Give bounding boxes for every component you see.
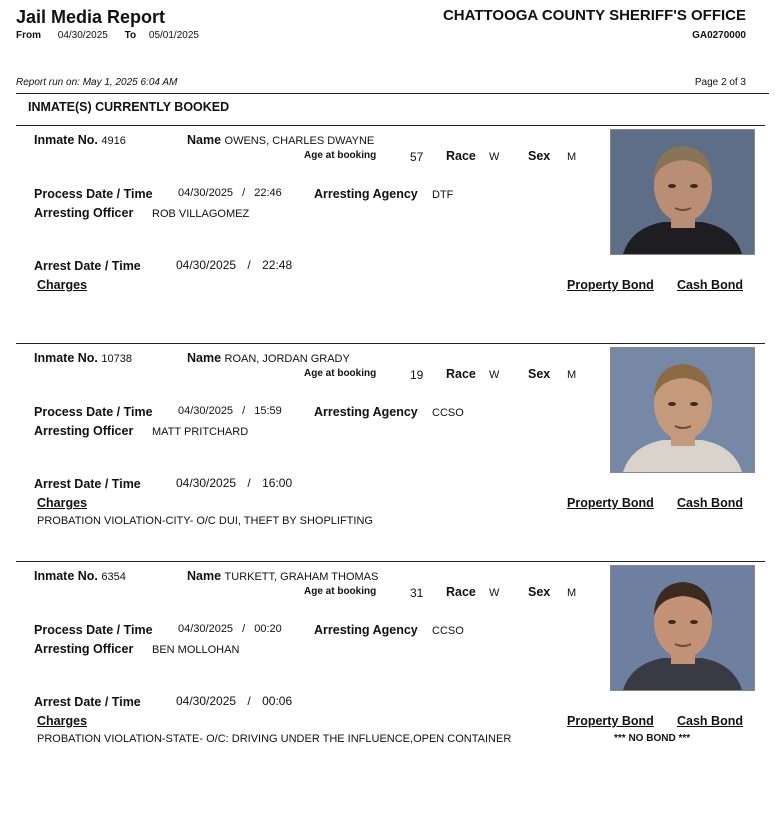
section-title: INMATE(S) CURRENTLY BOOKED: [28, 100, 230, 114]
report-run-on: Report run on: May 1, 2025 6:04 AM: [16, 77, 178, 88]
arresting-agency-label: Arresting Agency: [314, 405, 418, 419]
arresting-agency-label: Arresting Agency: [314, 187, 418, 201]
date-range: [16, 30, 199, 41]
name-label: Name OWENS, CHARLES DWAYNE: [187, 133, 375, 147]
inmate-no-label: Inmate No. 6354: [34, 569, 126, 583]
page-number: Page 2 of 3: [694, 77, 746, 88]
bond-note: *** NO BOND ***: [614, 733, 691, 744]
header-divider: [16, 93, 769, 94]
arresting-officer-label: Arresting Officer: [34, 642, 134, 656]
sex-label: Sex: [528, 585, 551, 599]
sex-label: Sex: [528, 149, 551, 163]
property-bond-label: Property Bond: [567, 496, 654, 510]
race-label: Race: [446, 149, 476, 163]
arrest-datetime: 04/30/2025 / 16:00: [176, 476, 293, 490]
inmate-name: TURKETT, GRAHAM THOMAS: [224, 571, 379, 583]
name-label: Name TURKETT, GRAHAM THOMAS: [187, 569, 379, 583]
arresting-agency-value: CCSO: [432, 407, 464, 419]
charges-label: Charges: [37, 496, 88, 510]
race-value: W: [489, 587, 500, 599]
charges-label: Charges: [37, 714, 88, 728]
to-label: To: [124, 30, 137, 41]
inmate-name: OWENS, CHARLES DWAYNE: [224, 135, 375, 147]
inmate-no-label: Inmate No. 10738: [34, 351, 132, 365]
arrest-label: Arrest Date / Time: [34, 259, 141, 273]
arresting-officer-label: Arresting Officer: [34, 206, 134, 220]
arrest-datetime: 04/30/2025 / 00:06: [176, 694, 293, 708]
process-label: Process Date / Time: [34, 405, 153, 419]
inmate-record: [0, 562, 775, 780]
race-label: Race: [446, 367, 476, 381]
agency-name: CHATTOOGA COUNTY SHERIFF'S OFFICE: [442, 7, 746, 24]
sex-value: M: [567, 369, 577, 381]
inmate-name: ROAN, JORDAN GRADY: [224, 353, 350, 365]
age-value: 31: [410, 586, 424, 600]
inmate-photo: [610, 347, 755, 473]
property-bond-label: Property Bond: [567, 278, 654, 292]
charges-label: Charges: [37, 278, 88, 292]
inmate-photo: [610, 129, 755, 255]
race-label: Race: [446, 585, 476, 599]
arresting-officer-label: Arresting Officer: [34, 424, 134, 438]
cash-bond-label: Cash Bond: [677, 278, 743, 292]
age-value: 57: [410, 150, 424, 164]
inmate-no-value: 4916: [101, 135, 126, 147]
arresting-agency-label: Arresting Agency: [314, 623, 418, 637]
charges-text: PROBATION VIOLATION-CITY- O/C DUI, THEFT BY SHOPLIFTING: [37, 515, 373, 527]
charges-text: PROBATION VIOLATION-STATE- O/C: DRIVING UNDER THE INFLUENCE,OPEN CONTAINER: [37, 733, 512, 745]
inmate-record: [0, 344, 775, 562]
sex-value: M: [567, 587, 577, 599]
process-datetime: 04/30/2025 / 00:20: [178, 623, 282, 635]
from-date: 04/30/2025: [57, 30, 108, 41]
arresting-agency-value: CCSO: [432, 625, 464, 637]
cash-bond-label: Cash Bond: [677, 714, 743, 728]
arresting-officer-value: BEN MOLLOHAN: [152, 644, 240, 656]
process-label: Process Date / Time: [34, 187, 153, 201]
age-label: Age at booking: [304, 150, 377, 161]
sex-value: M: [567, 151, 577, 163]
race-value: W: [489, 151, 500, 163]
race-value: W: [489, 369, 500, 381]
age-label: Age at booking: [304, 368, 377, 379]
sex-label: Sex: [528, 367, 551, 381]
report-title: Jail Media Report: [16, 7, 166, 27]
property-bond-label: Property Bond: [567, 714, 654, 728]
inmate-no-value: 6354: [101, 571, 126, 583]
arrest-datetime: 04/30/2025 / 22:48: [176, 258, 293, 272]
name-label: Name ROAN, JORDAN GRADY: [187, 351, 350, 365]
age-value: 19: [410, 368, 424, 382]
arresting-officer-value: MATT PRITCHARD: [152, 426, 249, 438]
agency-code: GA0270000: [692, 30, 746, 41]
arresting-officer-value: ROB VILLAGOMEZ: [152, 208, 250, 220]
inmate-no-label: Inmate No. 4916: [34, 133, 126, 147]
age-label: Age at booking: [304, 586, 377, 597]
arrest-label: Arrest Date / Time: [34, 477, 141, 491]
inmate-photo: [610, 565, 755, 691]
from-label: From: [16, 30, 41, 41]
arrest-label: Arrest Date / Time: [34, 695, 141, 709]
inmate-record: [0, 126, 775, 344]
process-datetime: 04/30/2025 / 22:46: [178, 187, 282, 199]
process-datetime: 04/30/2025 / 15:59: [178, 405, 282, 417]
to-date: 05/01/2025: [148, 30, 199, 41]
arresting-agency-value: DTF: [432, 189, 454, 201]
cash-bond-label: Cash Bond: [677, 496, 743, 510]
inmate-no-value: 10738: [101, 353, 132, 365]
process-label: Process Date / Time: [34, 623, 153, 637]
